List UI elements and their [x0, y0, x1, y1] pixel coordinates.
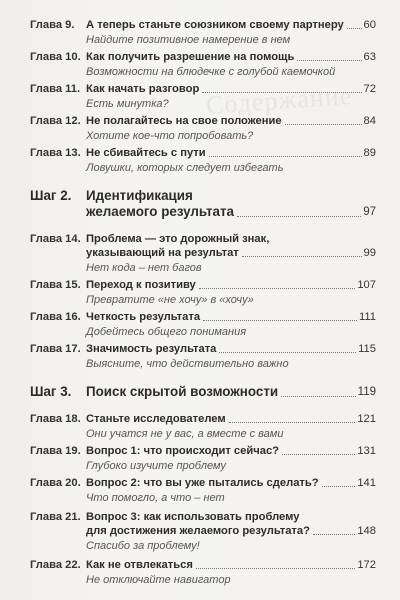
page-number: 119 — [357, 386, 376, 398]
step-number: Шаг 2. — [30, 188, 72, 203]
toc-entry-chapter-20 — [30, 476, 376, 505]
page-number: 121 — [357, 413, 376, 425]
chapter-subtitle: Они учатся не у вас, а вместе с вами — [86, 428, 284, 440]
toc-entry-chapter-19 — [30, 444, 376, 473]
chapter-title: Станьте исследователем — [86, 413, 226, 425]
chapter-subtitle: Хотите кое-что попробовать? — [86, 130, 254, 142]
step-title-line-1: Идентификация — [86, 188, 193, 203]
chapter-number: Глава 12. — [30, 115, 81, 127]
chapter-number: Глава 14. — [30, 233, 81, 245]
chapter-subtitle: Спасибо за проблему! — [86, 540, 200, 552]
page-number: 97 — [363, 206, 376, 218]
toc-entry-chapter-13 — [30, 146, 376, 175]
leader-dots — [203, 319, 357, 321]
leader-dots — [282, 453, 355, 455]
page-number: 107 — [357, 279, 376, 291]
chapter-subtitle: Нет кода – нет багов — [86, 262, 202, 274]
page-number: 99 — [363, 247, 376, 259]
chapter-number: Глава 16. — [30, 311, 81, 323]
chapter-number: Глава 13. — [30, 147, 81, 159]
toc-entry-chapter-21 — [30, 510, 376, 553]
chapter-subtitle: Добейтесь общего понимания — [86, 326, 247, 338]
leader-dots — [237, 215, 361, 217]
leader-dots — [297, 59, 361, 61]
page-number: 111 — [358, 311, 376, 323]
chapter-subtitle: Не отключайте навигатор — [86, 574, 231, 586]
step-title-line-2: желаемого результата — [86, 204, 234, 219]
toc-entry-chapter-22 — [30, 558, 376, 587]
toc-entry-step-3 — [30, 384, 376, 400]
page-number: 115 — [358, 343, 376, 355]
chapter-subtitle: Ловушки, которых следует избегать — [86, 162, 284, 174]
chapter-subtitle: Что помогло, а что – нет — [86, 492, 225, 504]
chapter-title: Как не отвлекаться — [86, 559, 193, 571]
toc-entry-chapter-9 — [30, 18, 376, 47]
chapter-title: Как начать разговор — [86, 83, 200, 95]
chapter-number: Глава 17. — [30, 343, 81, 355]
chapter-title: Не сбивайтесь с пути — [86, 147, 206, 159]
toc-entry-chapter-12 — [30, 114, 376, 143]
step-number: Шаг 3. — [30, 384, 72, 399]
chapter-subtitle: Найдите позитивное намерение в нем — [86, 34, 291, 46]
chapter-title: Переход к позитиву — [86, 279, 196, 291]
chapter-number: Глава 15. — [30, 279, 81, 291]
chapter-title: Четкость результата — [86, 311, 201, 323]
chapter-number: Глава 22. — [30, 559, 81, 571]
leader-dots — [199, 287, 356, 289]
chapter-title-line-1: Вопрос 3: как использовать проблему — [86, 511, 300, 523]
leader-dots — [202, 91, 361, 93]
chapter-number: Глава 20. — [30, 477, 81, 489]
leader-dots — [347, 27, 362, 29]
chapter-title: Значимость результата — [86, 343, 217, 355]
leader-dots — [209, 155, 362, 157]
toc-entry-chapter-11 — [30, 82, 376, 111]
toc-entry-chapter-10 — [30, 50, 376, 79]
chapter-number: Глава 9. — [30, 19, 75, 31]
chapter-title: А теперь станьте союзником своему партнеру — [86, 19, 344, 31]
leader-dots — [281, 395, 356, 397]
leader-dots — [242, 255, 362, 257]
page-number: 84 — [363, 115, 376, 127]
toc-entry-chapter-15 — [30, 278, 376, 307]
page-number: 63 — [363, 51, 376, 63]
chapter-subtitle: Есть минутка? — [86, 98, 169, 110]
leader-dots — [313, 533, 355, 535]
step-title: Поиск скрытой возможности — [86, 384, 279, 399]
chapter-number: Глава 19. — [30, 445, 81, 457]
chapter-subtitle: Глубоко изучите проблему — [86, 460, 226, 472]
leader-dots — [285, 123, 362, 125]
page-number: 72 — [363, 83, 376, 95]
chapter-title-line-1: Проблема — это дорожный знак, — [86, 233, 270, 245]
chapter-number: Глава 11. — [30, 83, 81, 95]
page-number: 148 — [357, 525, 376, 537]
bleed-through-text: Содержание — [204, 80, 353, 121]
chapter-title-line-2: указывающий на результат — [86, 247, 239, 259]
chapter-title: Как получить разрешение на помощь — [86, 51, 295, 63]
chapter-subtitle: Выясните, что действительно важно — [86, 358, 289, 370]
toc-entry-step-2 — [30, 188, 376, 220]
page-number: 60 — [363, 19, 376, 31]
page-number: 89 — [363, 147, 376, 159]
toc-entry-chapter-18 — [30, 412, 376, 441]
chapter-title: Вопрос 1: что происходит сейчас? — [86, 445, 280, 457]
toc-entry-chapter-17 — [30, 342, 376, 371]
page-number: 131 — [357, 445, 376, 457]
chapter-number: Глава 18. — [30, 413, 81, 425]
chapter-subtitle: Возможности на блюдечке с голубой каемочкой — [86, 66, 336, 78]
leader-dots — [322, 485, 356, 487]
chapter-title-line-2: для достижения желаемого результата? — [86, 525, 310, 537]
page-number: 141 — [357, 477, 376, 489]
chapter-number: Глава 10. — [30, 51, 81, 63]
chapter-title: Вопрос 2: что вы уже пытались сделать? — [86, 477, 319, 489]
leader-dots — [219, 351, 356, 353]
chapter-title: Не полагайтесь на свое положение — [86, 115, 282, 127]
chapter-number: Глава 21. — [30, 511, 81, 523]
toc-entry-chapter-16 — [30, 310, 376, 339]
chapter-subtitle: Превратите «не хочу» в «хочу» — [86, 294, 254, 306]
leader-dots — [196, 567, 355, 569]
leader-dots — [229, 421, 356, 423]
page-number: 172 — [357, 559, 376, 571]
toc-entry-chapter-14 — [30, 232, 376, 275]
